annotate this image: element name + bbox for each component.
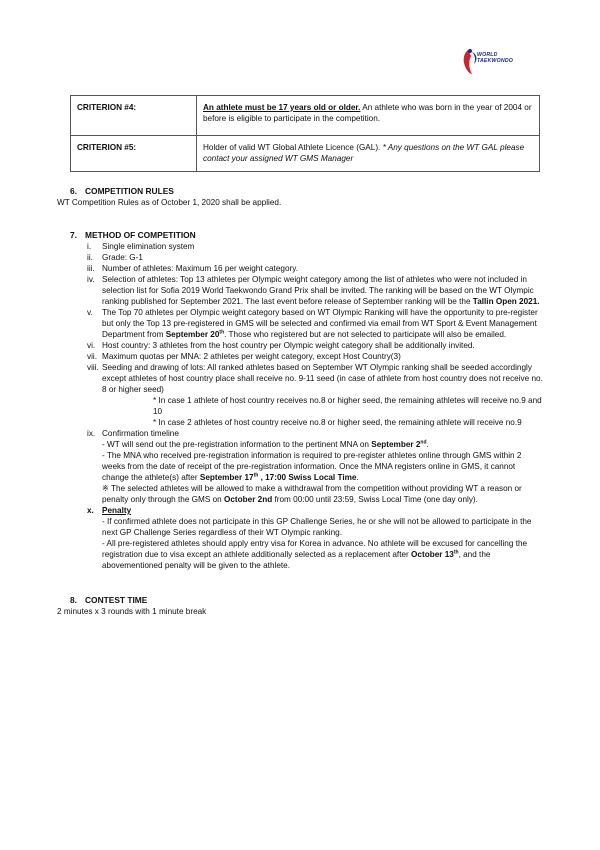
paragraph: - The MNA who received pre-registration information is required to pre-register athletes online through GMS within 2 weeks from the date of receipt of the pre-registration information. Once the MNA registers online in GMS, it cannot change the athlete(s) after September 17th , 17:00 Swiss Local Time. xyxy=(102,451,522,482)
list-item: ix. Confirmation timeline - WT will send out the pre-registration information to the pertinent MNA on September 2nd. - The MNA who received pre-registration information is required to pre-register athletes online through GMS within 2 weeks from the date of receipt of the pre-registration information. Once the MNA registers online in GMS, it cannot change the athlete(s) after September 17th , 17:00 Swiss Local Time. ※ The selected athletes will be allowed to make a withdrawal from the competition without providing WT a reason or penalty only through the GMS on October 2nd from 00:00 until 23:59, Swiss Local Time (one day only). xyxy=(57,428,543,505)
sub-note: * In case 1 athlete of host country receives no.8 or higher seed, the remaining athletes will receive no.9 and 10 xyxy=(153,396,542,416)
list-item: vi. Host country: 3 athletes from the host country per Olympic weight category shall be additionally invited. xyxy=(87,341,475,350)
paragraph: - All pre-registered athletes should apply entry visa for Korea in advance. No athlete will be excused for cancelling the registration due to visa except an athlete additionally selected as a replacement after October 13th, and the abovementioned penalty will be given to the athlete. xyxy=(102,539,528,570)
paragraph: - WT will send out the pre-registration information to the pertinent MNA on September 2nd. xyxy=(102,439,429,449)
section-6-text: WT Competition Rules as of October 1, 2020 shall be applied. xyxy=(57,198,282,207)
list-item: iii. Number of athletes: Maximum 16 per weight category. xyxy=(87,264,298,273)
paragraph: - If confirmed athlete does not participate in this GP Challenge Series, he or she will not be allowed to participate in the next GP Challenge Series regardless of their WT Olympic ranking. xyxy=(102,517,532,537)
list-item: i. Single elimination system xyxy=(87,242,195,251)
paragraph: ※ The selected athletes will be allowed to make a withdrawal from the competition without providing WT a reason or penalty only through the GMS on October 2nd from 00:00 until 23:59, Swiss Local Time (one day only). xyxy=(102,484,522,504)
list-item: ii. Grade: G-1 xyxy=(87,253,143,262)
criterion-row xyxy=(71,136,540,172)
criterion-text: Holder of valid WT Global Athlete Licence (GAL). * Any questions on the WT GAL please contact your assigned WT GMS Manager xyxy=(197,136,540,172)
criteria-table xyxy=(70,95,540,172)
criterion-label: CRITERION #5: xyxy=(71,136,197,172)
sub-note: * In case 2 athletes of host country receive no.8 or higher seed, the remaining athlete will receive no.9 xyxy=(153,418,522,427)
section-heading-7: 7. METHOD OF COMPETITION xyxy=(70,230,196,240)
method-list xyxy=(57,241,543,571)
criterion-row xyxy=(71,96,540,136)
list-item: v. The Top 70 athletes per Olympic weight category based on WT Olympic Ranking will have the opportunity to pre-register but only the Top 13 pre-registered in GMS will be selected and confirmed via email from WT Sport & Event Management Department from September 20th. Those who registered but are not selected to participate will also be emailed. xyxy=(87,308,538,339)
list-item: viii. Seeding and drawing of lots: All ranked athletes based on September WT Olympic ranking shall be seeded accordingly except athletes of host country place shall receive no. 9-11 seed (in case of athlete from host country does not receive no. 8 or higher seed) * In case 1 athlete of host country receives no.8 or higher seed, the remaining athletes will receive no.9 and 10 * In case 2 athletes of host country receive no.8 or higher seed, the remaining athlete will receive no.9 xyxy=(87,363,543,427)
criterion-label: CRITERION #4: xyxy=(71,96,197,136)
section-8-text: 2 minutes x 3 rounds with 1 minute break xyxy=(57,607,207,616)
section-heading-6: 6. COMPETITION RULES xyxy=(70,186,174,196)
logo-wordmark: WORLD TAEKWONDO xyxy=(477,52,513,64)
document-body xyxy=(57,186,543,617)
list-item: vii. Maximum quotas per MNA: 2 athletes per weight category, except Host Country(3) xyxy=(87,352,401,361)
list-item: iv. Selection of athletes: Top 13 athletes per Olympic weight category among the list of athletes who were not included in selection list for Sofia 2019 World Taekwondo Grand Prix shall be invited. The ranking will be based on the WT Olympic ranking published for September 2021. The last event before release of September ranking will be the Tallin Open 2021. xyxy=(87,275,540,306)
section-heading-8: 8. CONTEST TIME xyxy=(70,595,148,605)
criterion-text: An athlete must be 17 years old or older. An athlete who was born in the year of 2004 or before is eligible to participate in the competition. xyxy=(197,96,540,136)
list-item: x. Penalty xyxy=(87,506,132,515)
